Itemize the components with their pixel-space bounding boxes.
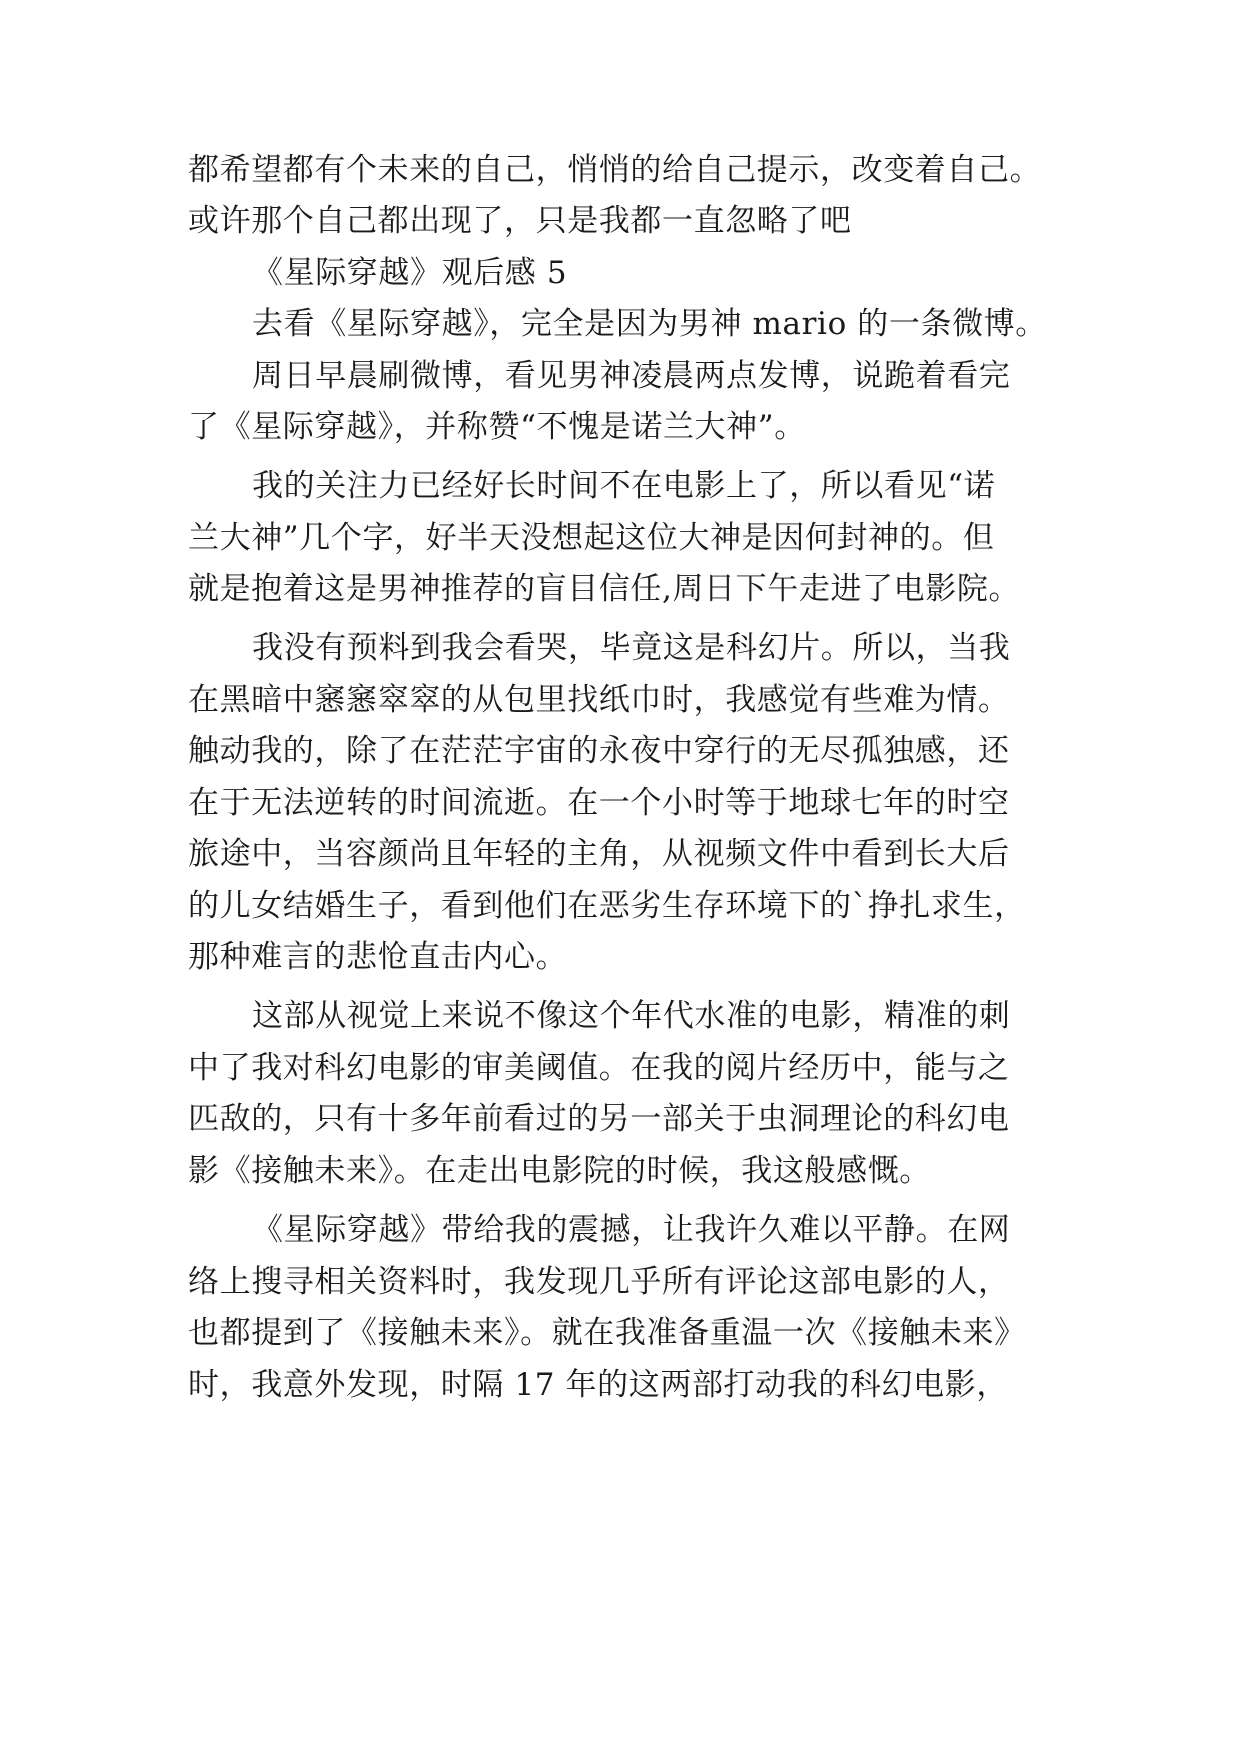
text-line: 在于无法逆转的时间流逝。在一个小时等于地球七年的时空 [188, 785, 1010, 821]
text-line: 中了我对科幻电影的审美阈值。在我的阅片经历中，能与之 [188, 1050, 1010, 1086]
text-line: 那种难言的悲怆直击内心。 [188, 939, 568, 975]
text-line: 时，我意外发现，时隔 17 年的这两部打动我的科幻电影， [188, 1367, 1008, 1403]
text-line: 了《星际穿越》，并称赞“不愧是诺兰大神”。 [188, 409, 806, 445]
text-line: 影《接触未来》。在走出电影院的时候，我这般感慨。 [188, 1153, 931, 1189]
text-line: 兰大神”几个字，好半天没想起这位大神是因何封神的。但 [188, 520, 995, 556]
section-heading: 《星际穿越》观后感 5 [252, 255, 568, 291]
text-line: 都希望都有个未来的自己，悄悄的给自己提示，改变着自己。 [188, 152, 1042, 188]
text-line: 也都提到了《接触未来》。就在我准备重温一次《接触未来》 [188, 1315, 1026, 1351]
text-line: 就是抱着这是男神推荐的盲目信任,周日下午走进了电影院。 [188, 571, 1021, 607]
paragraph-first-line: 我的关注力已经好长时间不在电影上了，所以看见“诺 [252, 468, 996, 504]
text-line: 旅途中，当容颜尚且年轻的主角，从视频文件中看到长大后 [188, 836, 1010, 872]
paragraph-first-line: 去看《星际穿越》，完全是因为男神 mario 的一条微博。 [252, 306, 1047, 342]
text-line: 触动我的，除了在茫茫宇宙的永夜中穿行的无尽孤独感，还 [188, 733, 1010, 769]
paragraph-first-line: 我没有预料到我会看哭，毕竟这是科幻片。所以，当我 [252, 630, 1011, 666]
paragraph-first-line: 这部从视觉上来说不像这个年代水准的电影，精准的刺 [252, 998, 1011, 1034]
text-line: 络上搜寻相关资料时，我发现几乎所有评论这部电影的人， [188, 1264, 1010, 1300]
paragraph-first-line: 《星际穿越》带给我的震撼，让我许久难以平静。在网 [252, 1212, 1011, 1248]
text-line: 或许那个自己都出现了，只是我都一直忽略了吧 [188, 203, 852, 239]
text-line: 在黑暗中窸窸窣窣的从包里找纸巾时，我感觉有些难为情。 [188, 682, 1010, 718]
text-line: 的儿女结婚生子，看到他们在恶劣生存环境下的`挣扎求生， [188, 888, 1026, 924]
text-line: 匹敌的，只有十多年前看过的另一部关于虫洞理论的科幻电 [188, 1101, 1010, 1137]
paragraph-first-line: 周日早晨刷微博，看见男神凌晨两点发博，说跪着看完 [252, 358, 1011, 394]
